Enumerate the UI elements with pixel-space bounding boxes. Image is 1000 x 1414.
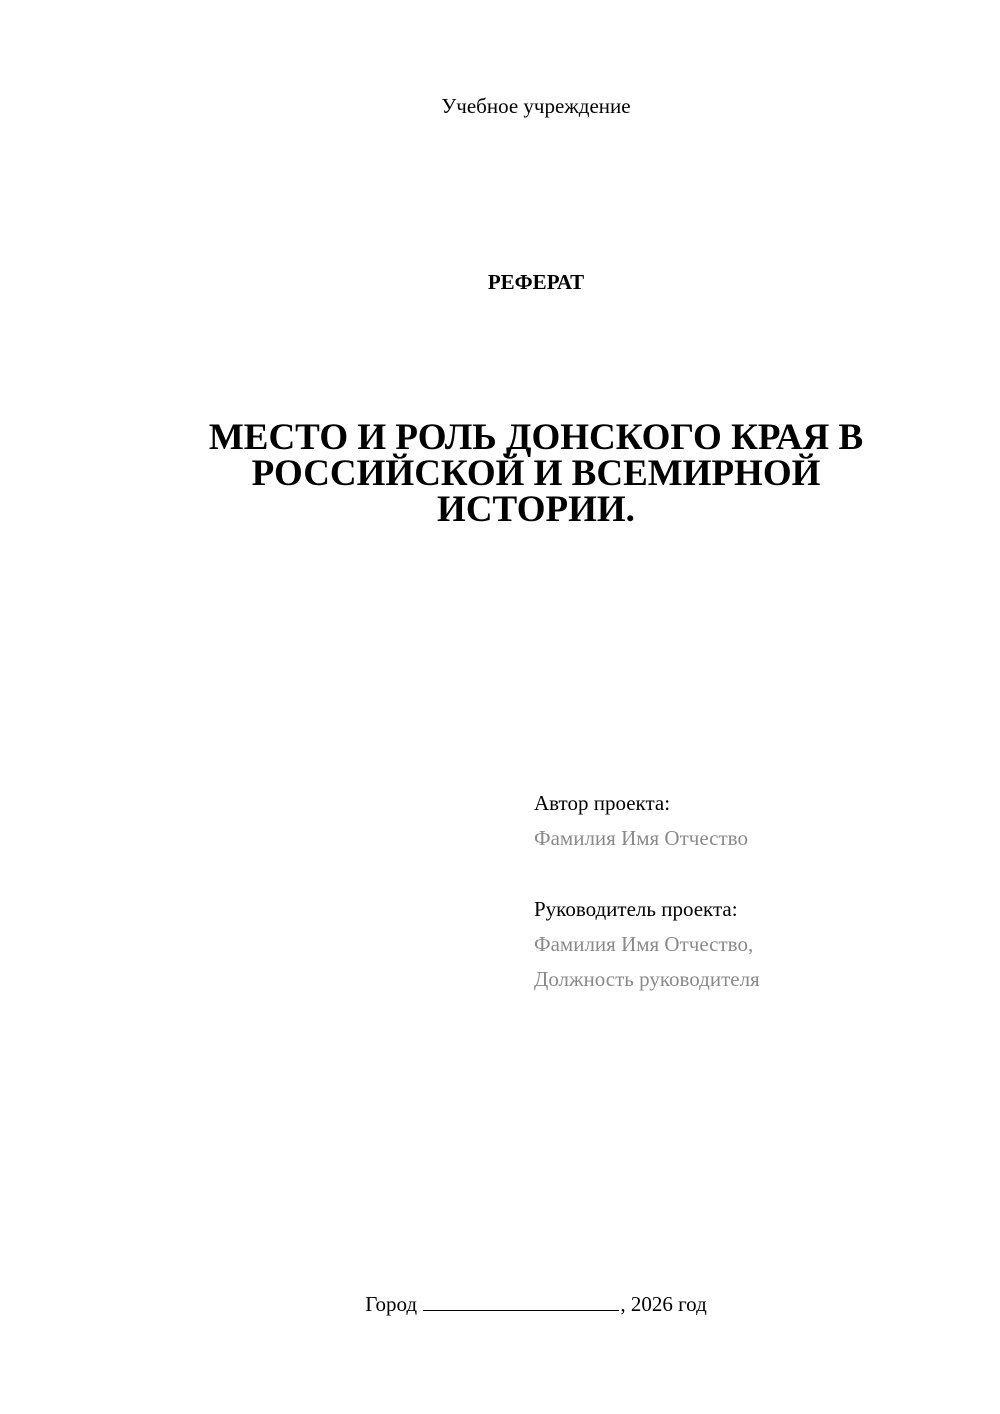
- title-line: ИСТОРИИ.: [437, 489, 635, 530]
- title-line: МЕСТО И РОЛЬ ДОНСКОГО КРАЯ В: [208, 417, 864, 458]
- title-line: РОССИЙСКОЙ И ВСЕМИРНОЙ: [251, 453, 821, 494]
- author-label: Автор проекта:: [534, 791, 671, 815]
- year-text: , 2026 год: [620, 1292, 707, 1316]
- supervisor-label: Руководитель проекта:: [534, 897, 738, 921]
- author-block: [534, 786, 974, 856]
- document-title: [180, 417, 892, 530]
- document-type: РЕФЕРАТ: [487, 270, 585, 294]
- supervisor-name-placeholder: Фамилия Имя Отчество,: [534, 932, 754, 956]
- city-blank-line: [423, 1292, 619, 1311]
- author-name-placeholder: Фамилия Имя Отчество: [534, 826, 748, 850]
- supervisor-position-placeholder: Должность руководителя: [534, 967, 760, 991]
- city-year-line: [0, 1289, 1000, 1319]
- city-label: Город: [365, 1292, 418, 1316]
- supervisor-block: [534, 892, 974, 997]
- institution-name: Учебное учреждение: [441, 94, 631, 118]
